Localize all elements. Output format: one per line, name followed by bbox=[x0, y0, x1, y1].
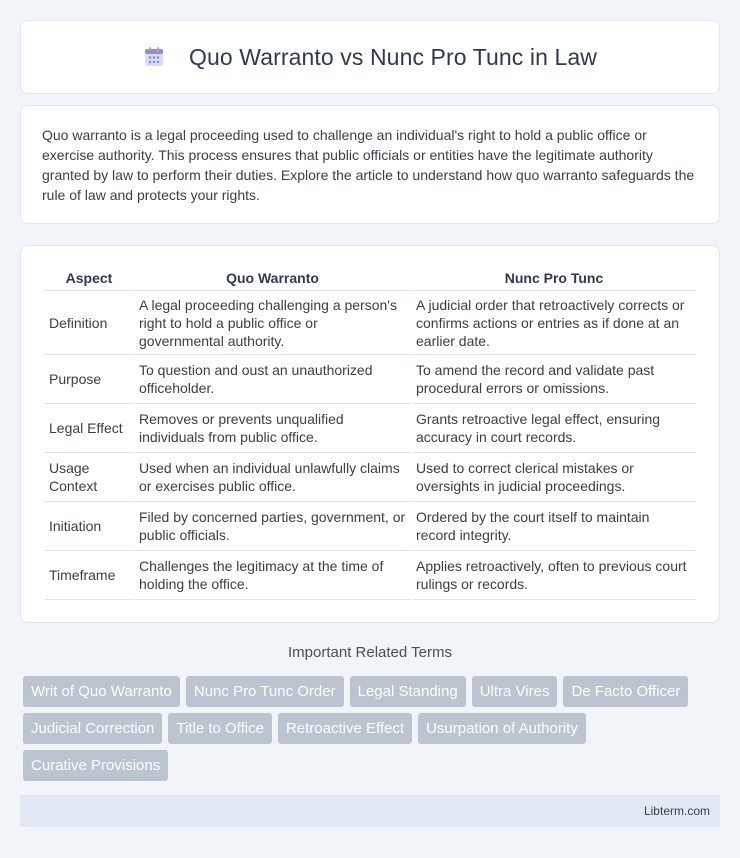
table-row bbox=[45, 502, 696, 551]
calendar-icon bbox=[143, 46, 165, 68]
cell-aspect: Initiation bbox=[45, 502, 133, 551]
header-nunc-pro-tunc: Nunc Pro Tunc bbox=[412, 266, 696, 291]
cell-nunc-pro-tunc: A judicial order that retroactively corrects or confirms actions or entries as if done at an earlier date. bbox=[412, 291, 696, 355]
related-term-tag[interactable]: Usurpation of Authority bbox=[418, 713, 586, 744]
cell-aspect: Timeframe bbox=[45, 551, 133, 600]
cell-aspect: Purpose bbox=[45, 355, 133, 404]
cell-quo-warranto: A legal proceeding challenging a person's right to hold a public office or governmental authority. bbox=[135, 291, 410, 355]
related-term-tag[interactable]: Ultra Vires bbox=[472, 676, 558, 707]
comparison-table bbox=[43, 266, 698, 600]
cell-quo-warranto: Challenges the legitimacy at the time of holding the office. bbox=[135, 551, 410, 600]
cell-nunc-pro-tunc: Ordered by the court itself to maintain record integrity. bbox=[412, 502, 696, 551]
cell-quo-warranto: Removes or prevents unqualified individuals from public office. bbox=[135, 404, 410, 453]
related-term-tag[interactable]: Writ of Quo Warranto bbox=[23, 676, 180, 707]
intro-text: Quo warranto is a legal proceeding used to challenge an individual's right to hold a public office or exercise authority. This process ensures that public officials or entities have the legitimate authority granted by law to perform their duties. Explore the article to understand how quo warranto safeguards the rule of law and protects your rights. bbox=[42, 127, 695, 203]
cell-nunc-pro-tunc: Applies retroactively, often to previous court rulings or records. bbox=[412, 551, 696, 600]
table-row bbox=[45, 453, 696, 502]
page-title: Quo Warranto vs Nunc Pro Tunc in Law bbox=[189, 43, 597, 70]
footer-site-link[interactable]: Libterm.com bbox=[643, 804, 710, 818]
cell-nunc-pro-tunc: To amend the record and validate past procedural errors or omissions. bbox=[412, 355, 696, 404]
related-term-tag[interactable]: Retroactive Effect bbox=[278, 713, 412, 744]
table-row bbox=[45, 355, 696, 404]
table-row bbox=[45, 551, 696, 600]
table-row bbox=[45, 404, 696, 453]
header-card bbox=[20, 20, 720, 94]
cell-quo-warranto: Used when an individual unlawfully claims or exercises public office. bbox=[135, 453, 410, 502]
cell-quo-warranto: Filed by concerned parties, government, or public officials. bbox=[135, 502, 410, 551]
related-terms-title: Important Related Terms bbox=[288, 644, 452, 661]
cell-aspect: Usage Context bbox=[45, 453, 133, 502]
cell-quo-warranto: To question and oust an unauthorized officeholder. bbox=[135, 355, 410, 404]
related-term-tag[interactable]: Nunc Pro Tunc Order bbox=[186, 676, 344, 707]
header-quo-warranto: Quo Warranto bbox=[135, 266, 410, 291]
related-term-tag[interactable]: Judicial Correction bbox=[23, 713, 162, 744]
related-terms-list bbox=[23, 676, 723, 787]
related-term-tag[interactable]: Legal Standing bbox=[350, 676, 466, 707]
related-term-tag[interactable]: Title to Office bbox=[168, 713, 272, 744]
cell-nunc-pro-tunc: Grants retroactive legal effect, ensuring accuracy in court records. bbox=[412, 404, 696, 453]
table-row bbox=[45, 291, 696, 355]
intro-card bbox=[20, 105, 720, 224]
cell-aspect: Legal Effect bbox=[45, 404, 133, 453]
related-term-tag[interactable]: De Facto Officer bbox=[563, 676, 688, 707]
header-aspect: Aspect bbox=[45, 266, 133, 291]
cell-aspect: Definition bbox=[45, 291, 133, 355]
table-header-row bbox=[45, 266, 696, 291]
related-term-tag[interactable]: Curative Provisions bbox=[23, 750, 168, 781]
comparison-card bbox=[20, 245, 720, 623]
footer bbox=[20, 795, 720, 827]
cell-nunc-pro-tunc: Used to correct clerical mistakes or oversights in judicial proceedings. bbox=[412, 453, 696, 502]
